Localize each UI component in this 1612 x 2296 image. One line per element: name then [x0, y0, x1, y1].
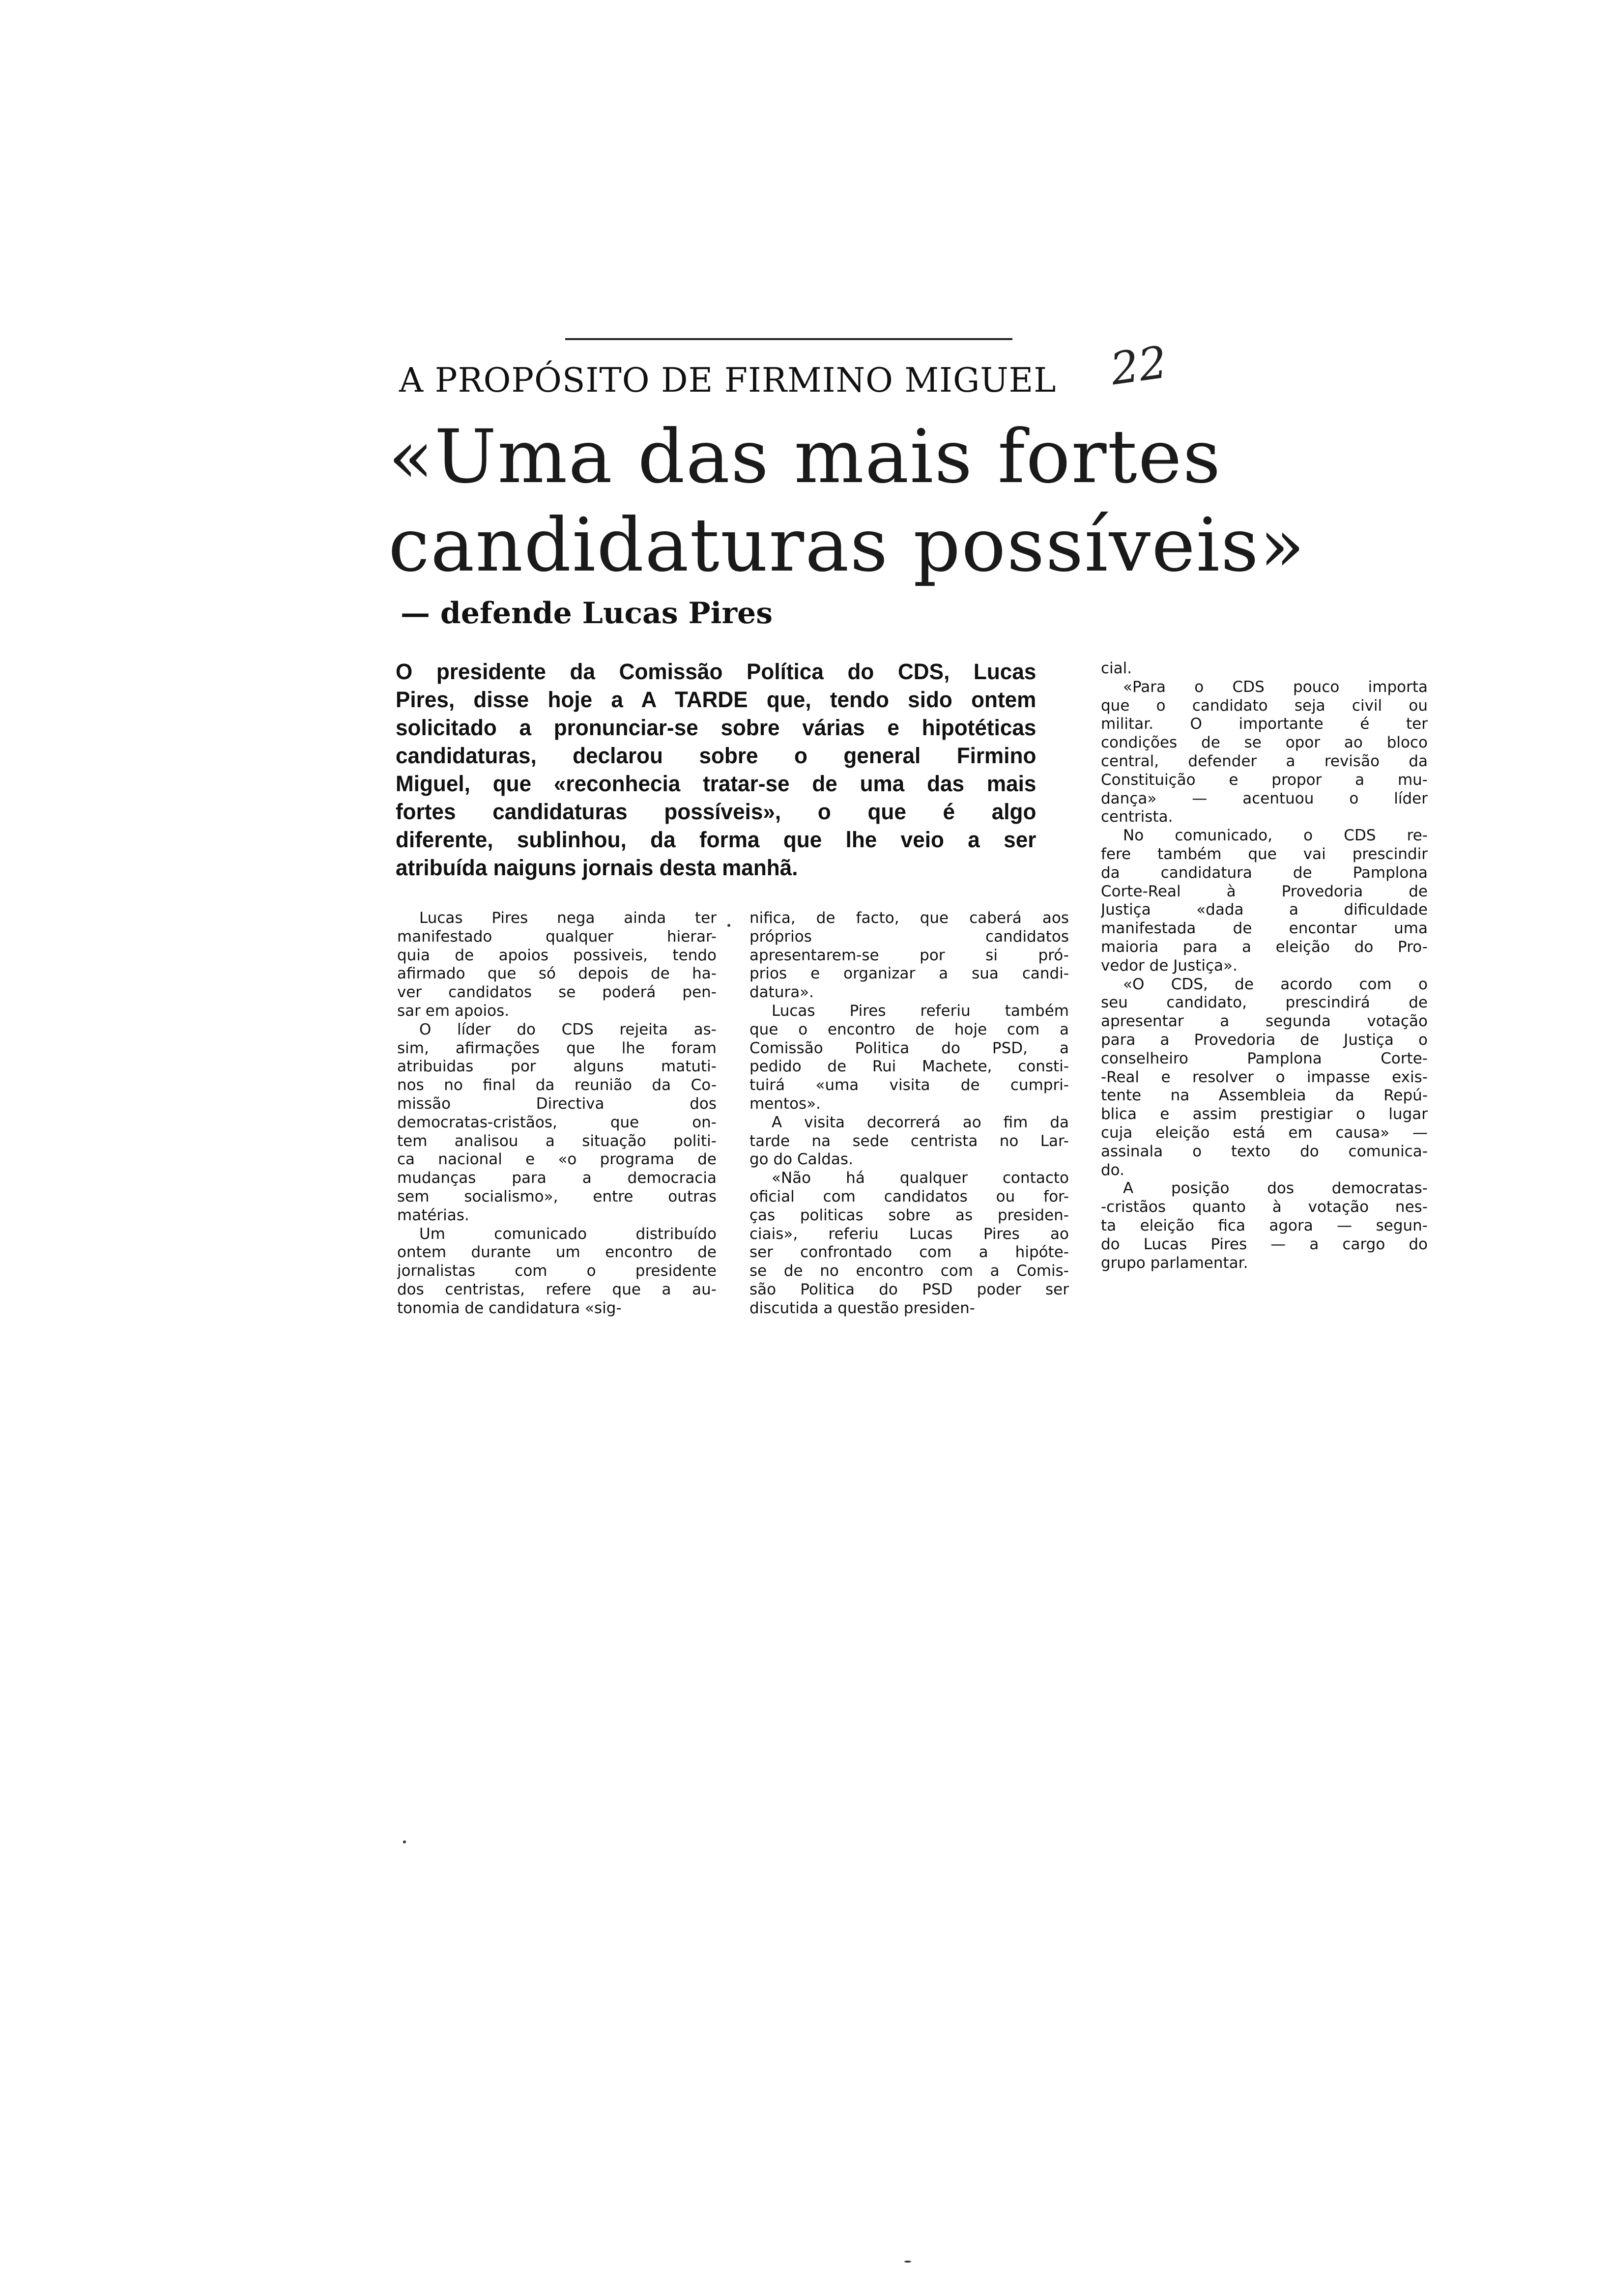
article-line: cial. — [1101, 660, 1132, 677]
article-line: manifestada de encontar uma — [1101, 919, 1428, 938]
article-paragraph — [749, 909, 1069, 1002]
article-line: do Lucas Pires — a cargo do — [1101, 1235, 1428, 1253]
handwritten-mark: 22 — [1107, 336, 1171, 396]
article-line: ta eleição fica agora — segun- — [1101, 1216, 1428, 1234]
article-line: mentos». — [749, 1094, 821, 1113]
article-paragraph — [749, 1169, 1069, 1318]
article-line: manifestado qualquer hierar- — [397, 927, 717, 946]
article-line: No comunicado, o CDS re- — [1123, 827, 1428, 845]
article-line: tente na Assembleia da Repú- — [1101, 1087, 1428, 1105]
headline-line-1: «Uma das mais fortes — [388, 414, 1222, 500]
article-line: assinala o texto do comunica- — [1101, 1142, 1428, 1160]
article-line: ças politicas sobre as presiden- — [749, 1206, 1069, 1224]
lede-line: O presidente da Comissão Política do CDS, Lucas — [396, 659, 1036, 684]
article-paragraph — [1101, 1179, 1428, 1272]
article-line: seu candidato, prescindirá de — [1101, 994, 1428, 1012]
article-line: tuirá «uma visita de cumpri- — [749, 1076, 1069, 1094]
kicker: A PROPÓSITO DE FIRMINO MIGUEL — [399, 361, 1057, 400]
article-line: conselheiro Pamplona Corte- — [1101, 1049, 1428, 1067]
article-line: A visita decorrerá ao fim da — [772, 1113, 1069, 1131]
article-line: quia de apoios possiveis, tendo — [397, 946, 717, 964]
subhead: — defende Lucas Pires — [401, 596, 773, 631]
article-line: discutida a questão presiden- — [749, 1299, 975, 1317]
article-line: jornalistas com o presidente — [397, 1262, 717, 1280]
article-line: Lucas Pires nega ainda ter — [419, 909, 717, 927]
article-line: -Real e resolver o impasse exis- — [1101, 1068, 1428, 1086]
article-line: condições de se opor ao bloco — [1101, 734, 1428, 752]
article-line: da candidatura de Pamplona — [1101, 863, 1428, 882]
top-rule — [565, 338, 1012, 340]
article-line: cuja eleição está em causa» — — [1101, 1123, 1428, 1142]
article-line: tem analisou a situação politi- — [397, 1132, 717, 1150]
article-line: datura». — [749, 983, 814, 1002]
article-line: sim, afirmações que lhe foram — [397, 1039, 717, 1057]
article-line: sem socialismo», entre outras — [397, 1187, 717, 1205]
article-line: «Não há qualquer contacto — [772, 1169, 1069, 1187]
article-line: nos no final da reunião da Co- — [397, 1076, 717, 1094]
article-line: ser confrontado com a hipóte- — [749, 1243, 1069, 1262]
article-line: prios e organizar a sua candi- — [749, 965, 1069, 983]
article-paragraph — [749, 1114, 1069, 1169]
article-line: que o encontro de hoje com a — [749, 1020, 1069, 1038]
article-column-2 — [749, 909, 1069, 1318]
article-line: próprios candidatos — [749, 927, 1069, 946]
article-line: que o candidato seja civil ou — [1101, 696, 1428, 715]
article-line: tarde na sede centrista no Lar- — [749, 1132, 1069, 1150]
lede-paragraph — [396, 658, 1036, 882]
article-line: afirmado que só depois de ha- — [397, 965, 717, 983]
article-paragraph — [397, 1021, 717, 1225]
article-paragraph — [1101, 827, 1428, 975]
lede-line: atribuída naiguns jornais desta manhã. — [396, 855, 798, 880]
article-line: central, defender a revisão da — [1101, 752, 1428, 770]
article-line: vedor de Justiça». — [1101, 956, 1238, 975]
article-paragraph — [1101, 678, 1428, 827]
article-paragraph — [749, 1002, 1069, 1114]
article-line: sar em apoios. — [397, 1002, 510, 1020]
article-line: Lucas Pires referiu também — [772, 1002, 1069, 1020]
article-line: Justiça «dada a dificuldade — [1101, 901, 1428, 919]
article-column-1 — [397, 909, 717, 1318]
article-paragraph — [397, 909, 717, 1021]
article-line: -cristãos quanto à votação nes- — [1101, 1198, 1428, 1216]
article-line: se de no encontro com a Comis- — [749, 1262, 1069, 1280]
article-column-3 — [1101, 660, 1428, 1272]
lede-line: Miguel, que «reconhecia tratar-se de uma das mais — [396, 771, 1036, 796]
article-line: democratas-cristãos, que on- — [397, 1113, 717, 1131]
headline-line-2: candidaturas possíveis» — [388, 503, 1306, 588]
scan-speck — [727, 924, 730, 927]
article-line: Corte-Real à Provedoria de — [1101, 882, 1428, 900]
article-line: «O CDS, de acordo com o — [1123, 975, 1428, 993]
article-line: apresentar a segunda votação — [1101, 1012, 1428, 1031]
article-line: ontem durante um encontro de — [397, 1243, 717, 1262]
lede-line: diferente, sublinhou, da forma que lhe veio a ser — [396, 827, 1036, 852]
article-line: «Para o CDS pouco importa — [1123, 678, 1428, 696]
article-line: dos centristas, refere que a au- — [397, 1280, 717, 1298]
article-line: Comissão Politica do PSD, a — [749, 1039, 1069, 1057]
article-paragraph — [1101, 976, 1428, 1180]
lede-line: solicitado a pronunciar-se sobre várias e hipotéticas — [396, 715, 1036, 740]
article-line: matérias. — [397, 1206, 469, 1224]
article-line: Constituição e propor a mu- — [1101, 771, 1428, 789]
headline — [388, 413, 1306, 590]
article-line: centrista. — [1101, 808, 1173, 826]
lede-line: candidaturas, declarou sobre o general Firmino — [396, 743, 1036, 768]
article-line: pedido de Rui Machete, consti- — [749, 1058, 1069, 1076]
article-line: nifica, de facto, que caberá aos — [749, 909, 1069, 927]
lede-line: Pires, disse hoje a A TARDE que, tendo sido ontem — [396, 687, 1036, 712]
article-line: go do Caldas. — [749, 1150, 853, 1169]
lede-line: fortes candidaturas possíveis», o que é algo — [396, 799, 1036, 824]
article-paragraph — [1101, 660, 1428, 678]
article-line: para a Provedoria de Justiça o — [1101, 1031, 1428, 1049]
article-line: apresentarem-se por si pró- — [749, 946, 1069, 964]
article-line: O líder do CDS rejeita as- — [419, 1020, 717, 1038]
article-line: mudanças para a democracia — [397, 1169, 717, 1187]
scan-speck — [904, 2261, 911, 2263]
article-line: são Politica do PSD poder ser — [749, 1280, 1069, 1298]
article-line: maioria para a eleição do Pro- — [1101, 938, 1428, 956]
article-line: do. — [1101, 1161, 1124, 1179]
article-line: grupo parlamentar. — [1101, 1254, 1248, 1272]
article-line: fere também que vai prescindir — [1101, 845, 1428, 863]
article-line: oficial com candidatos ou for- — [749, 1187, 1069, 1205]
article-line: ca nacional e «o programa de — [397, 1150, 717, 1169]
article-line: Um comunicado distribuído — [419, 1225, 717, 1243]
article-line: ciais», referiu Lucas Pires ao — [749, 1225, 1069, 1243]
article-line: dança» — acentuou o líder — [1101, 789, 1428, 807]
article-line: militar. O importante é ter — [1101, 715, 1428, 733]
article-line: missão Directiva dos — [397, 1094, 717, 1113]
article-line: atribuidas por alguns matuti- — [397, 1058, 717, 1076]
scan-speck — [403, 1840, 406, 1843]
article-line: blica e assim prestigiar o lugar — [1101, 1105, 1428, 1123]
article-line: tonomia de candidatura «sig- — [397, 1299, 622, 1317]
article-paragraph — [397, 1225, 717, 1318]
article-line: A posição dos democratas- — [1123, 1179, 1428, 1198]
article-line: ver candidatos se poderá pen- — [397, 983, 717, 1002]
